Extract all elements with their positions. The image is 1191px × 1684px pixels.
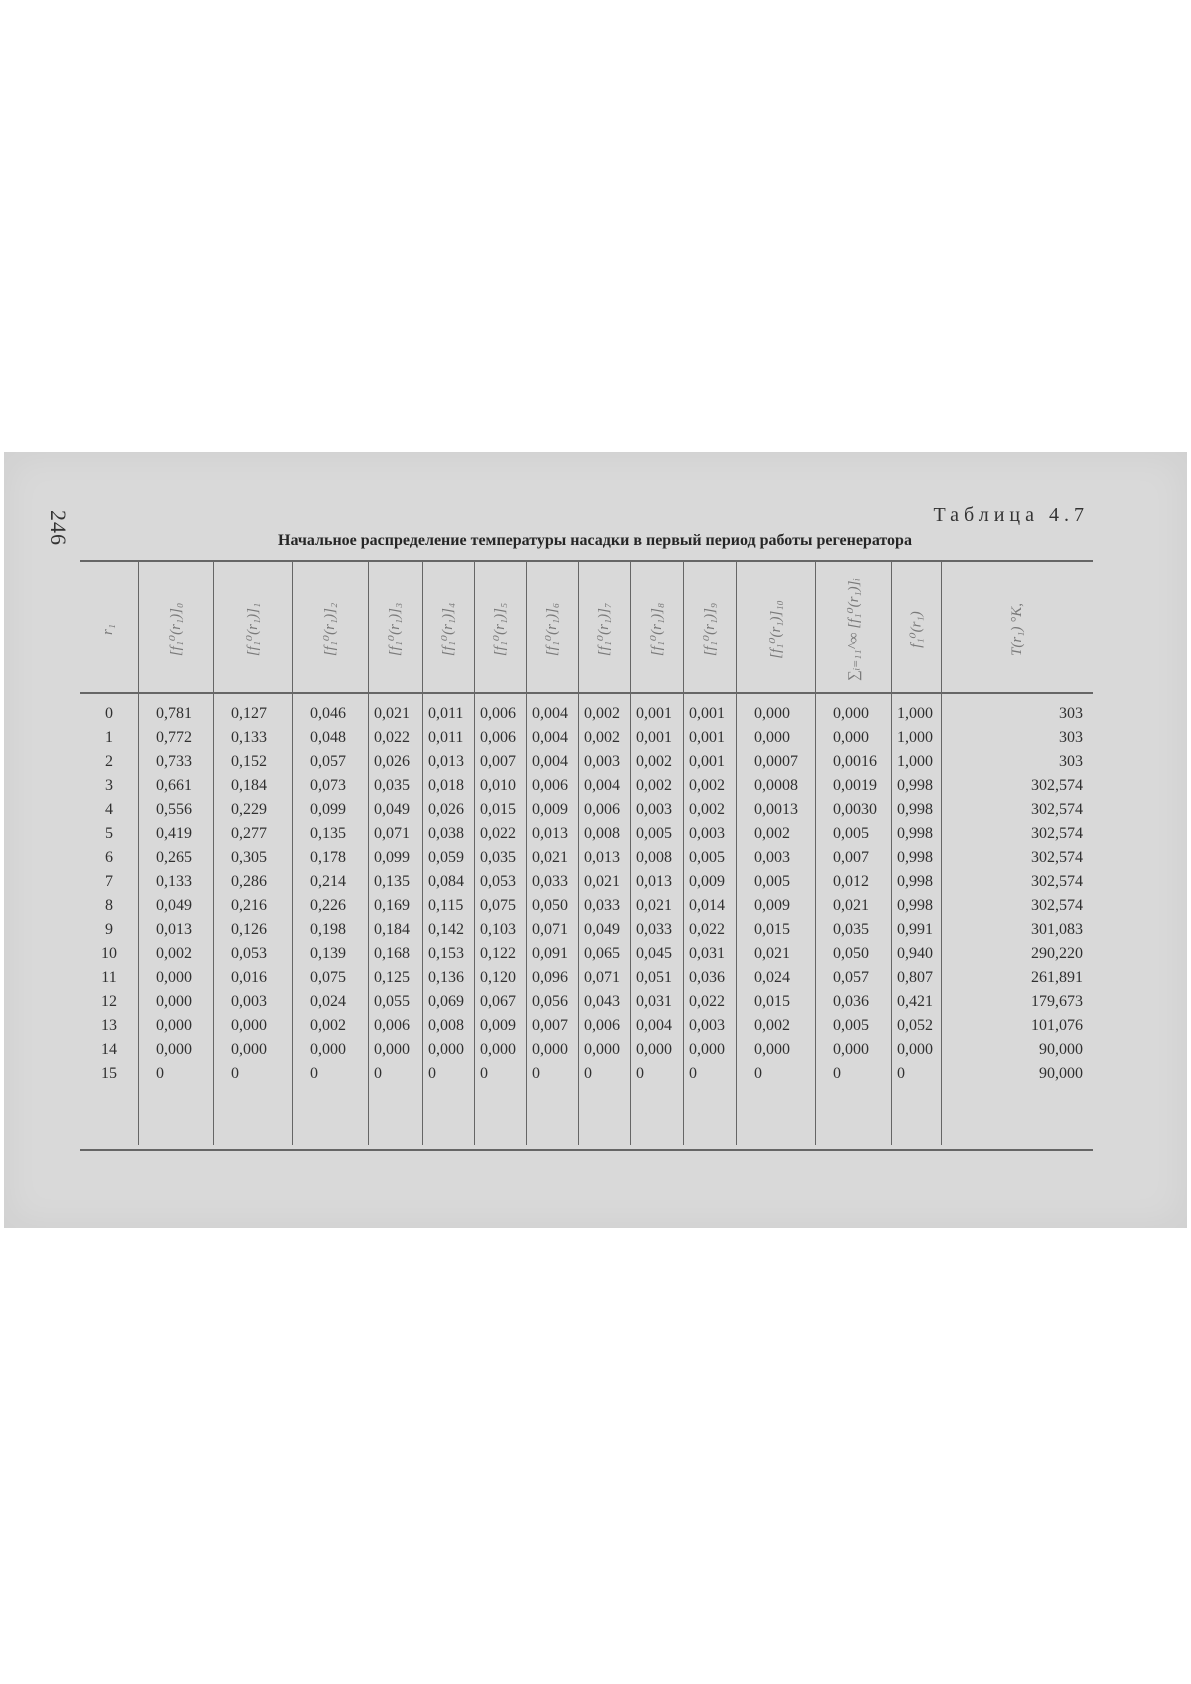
table-cell: 0 — [105, 705, 113, 722]
column-header-label: [f₁⁰(r₁)]₉ — [702, 602, 719, 656]
table-cell: 0,035 — [374, 777, 410, 794]
table-row — [80, 966, 1093, 990]
table-cell: 0,091 — [532, 945, 568, 962]
column-header — [434, 570, 462, 688]
table-cell: 0,013 — [156, 921, 192, 938]
table-cell: 0,033 — [636, 921, 672, 938]
table-cell: 0,008 — [636, 849, 672, 866]
table-cell: 0,133 — [156, 873, 192, 890]
table-cell: 0,033 — [584, 897, 620, 914]
column-header — [538, 570, 566, 688]
table-cell: 0,000 — [754, 729, 790, 746]
table-cell: 15 — [101, 1065, 117, 1082]
table-cell: 0,011 — [428, 729, 464, 746]
table-cell: 0,031 — [636, 993, 672, 1010]
table-cell: 0,009 — [754, 897, 790, 914]
column-header-label: [f₁⁰(r₁)]₁ — [245, 602, 262, 656]
table-cell: 90,000 — [1039, 1041, 1083, 1058]
table-cell: 0,096 — [532, 969, 568, 986]
table-cell: 0,056 — [532, 993, 568, 1010]
table-cell: 8 — [105, 897, 113, 914]
column-header-label: [f₁⁰(r₁)]₈ — [649, 602, 666, 656]
table-cell: 0,216 — [231, 897, 267, 914]
table-cell: 0,006 — [584, 1017, 620, 1034]
table-cell: 0,005 — [689, 849, 725, 866]
table-cell: 0,053 — [231, 945, 267, 962]
table-cell: 0,000 — [754, 1041, 790, 1058]
table-cell: 0,000 — [689, 1041, 725, 1058]
table-cell: 10 — [101, 945, 117, 962]
table-cell: 261,891 — [1031, 969, 1083, 986]
table-cell: 9 — [105, 921, 113, 938]
table-cell: 0,052 — [897, 1017, 933, 1034]
table-row — [80, 1062, 1093, 1086]
table-cell: 302,574 — [1031, 825, 1083, 842]
table-cell: 13 — [101, 1017, 117, 1034]
table-cell: 0,021 — [754, 945, 790, 962]
table-cell: 0,048 — [310, 729, 346, 746]
table-cell: 0,009 — [532, 801, 568, 818]
table-row — [80, 918, 1093, 942]
table-cell: 0,004 — [584, 777, 620, 794]
table-cell: 6 — [105, 849, 113, 866]
table-cell: 0,002 — [754, 1017, 790, 1034]
table-cell: 0,006 — [532, 777, 568, 794]
column-header-label: [f₁⁰(r₁)]₅ — [492, 602, 509, 656]
table-cell: 0,022 — [374, 729, 410, 746]
table-row — [80, 870, 1093, 894]
table-cell: 0,049 — [584, 921, 620, 938]
table-cell: 0,015 — [754, 921, 790, 938]
table-row — [80, 1038, 1093, 1062]
table-cell: 290,220 — [1031, 945, 1083, 962]
table-cell: 0,002 — [689, 777, 725, 794]
table-cell: 0 — [897, 1065, 905, 1082]
table-cell: 0,998 — [897, 801, 933, 818]
table-cell: 0,013 — [636, 873, 672, 890]
table-cell: 0,421 — [897, 993, 933, 1010]
table-cell: 0,998 — [897, 897, 933, 914]
column-header-label: f₁⁰(r₁) — [908, 610, 925, 648]
table-cell: 0,006 — [374, 1017, 410, 1034]
table-cell: 0,168 — [374, 945, 410, 962]
table-cell: 0,007 — [833, 849, 869, 866]
table-cell: 0,005 — [636, 825, 672, 842]
table-cell: 0,011 — [428, 705, 464, 722]
column-header-label: [f₁⁰(r₁)]₂ — [322, 602, 339, 656]
table-cell: 0,142 — [428, 921, 464, 938]
table-cell: 1 — [105, 729, 113, 746]
table-cell: 0,229 — [231, 801, 267, 818]
page-number: 246 — [46, 510, 71, 546]
table-cell: 0,099 — [374, 849, 410, 866]
table-cell: 0,733 — [156, 753, 192, 770]
table-cell: 0,153 — [428, 945, 464, 962]
table-cell: 0,002 — [584, 705, 620, 722]
table-cell: 0,661 — [156, 777, 192, 794]
column-header-label: ∑ᵢ₌₁₁^∞ [f₁⁰(r₁)]ᵢ — [845, 577, 862, 681]
table-cell: 0,265 — [156, 849, 192, 866]
table-cell: 0,005 — [833, 825, 869, 842]
table-cell: 0,002 — [584, 729, 620, 746]
table-cell: 303 — [1059, 753, 1083, 770]
column-header-label: [f₁⁰(r₁)]₁₀ — [768, 599, 785, 659]
table-cell: 0,036 — [833, 993, 869, 1010]
table-cell: 0,013 — [428, 753, 464, 770]
column-header — [839, 570, 867, 688]
table-cell: 0 — [754, 1065, 762, 1082]
table-cell: 0,001 — [689, 753, 725, 770]
table-cell: 0,024 — [754, 969, 790, 986]
column-header-label: [f₁⁰(r₁)]₇ — [596, 602, 613, 656]
table-cell: 0,000 — [231, 1041, 267, 1058]
table-cell: 0,772 — [156, 729, 192, 746]
table-cell: 0,214 — [310, 873, 346, 890]
table-cell: 0,065 — [584, 945, 620, 962]
table-cell: 5 — [105, 825, 113, 842]
table-cell: 0,000 — [584, 1041, 620, 1058]
table-cell: 11 — [101, 969, 117, 986]
table-cell: 101,076 — [1031, 1017, 1083, 1034]
table-cell: 0,001 — [636, 729, 672, 746]
table-cell: 0,000 — [156, 969, 192, 986]
table-cell: 0,169 — [374, 897, 410, 914]
table-cell: 4 — [105, 801, 113, 818]
table-row — [80, 750, 1093, 774]
table-row — [80, 846, 1093, 870]
table-cell: 0,0016 — [833, 753, 877, 770]
table-cell: 0,136 — [428, 969, 464, 986]
table-cell: 0,0030 — [833, 801, 877, 818]
table-cell: 0,127 — [231, 705, 267, 722]
table-cell: 0,005 — [833, 1017, 869, 1034]
table-cell: 0,000 — [156, 1017, 192, 1034]
table-row — [80, 774, 1093, 798]
table-row — [80, 702, 1093, 726]
table-cell: 0,075 — [310, 969, 346, 986]
table-cell: 0,305 — [231, 849, 267, 866]
table-cell: 0,000 — [156, 993, 192, 1010]
column-header-label: T(r₁) °K, — [1008, 602, 1025, 656]
table-cell: 0,226 — [310, 897, 346, 914]
table-cell: 0,004 — [532, 729, 568, 746]
table-cell: 0,050 — [532, 897, 568, 914]
table-label: Таблица 4.7 — [933, 504, 1089, 526]
table-cell: 0,057 — [310, 753, 346, 770]
table-cell: 0,071 — [532, 921, 568, 938]
table-cell: 0,000 — [310, 1041, 346, 1058]
table-cell: 0,021 — [636, 897, 672, 914]
table-cell: 0,033 — [532, 873, 568, 890]
table-cell: 0,006 — [584, 801, 620, 818]
table-cell: 0,015 — [480, 801, 516, 818]
table-cell: 0,000 — [374, 1041, 410, 1058]
table-cell: 0,000 — [428, 1041, 464, 1058]
column-header — [696, 570, 724, 688]
table-cell: 0,022 — [689, 921, 725, 938]
table-cell: 0,013 — [584, 849, 620, 866]
table-cell: 0,0007 — [754, 753, 798, 770]
column-header — [162, 570, 190, 688]
table-cell: 0,103 — [480, 921, 516, 938]
table-cell: 0,021 — [833, 897, 869, 914]
table-cell: 0,004 — [636, 1017, 672, 1034]
table-cell: 0,152 — [231, 753, 267, 770]
table-cell: 0,067 — [480, 993, 516, 1010]
table-cell: 0,009 — [689, 873, 725, 890]
table-cell: 1,000 — [897, 705, 933, 722]
table-cell: 0,013 — [532, 825, 568, 842]
table-cell: 0,012 — [833, 873, 869, 890]
table-cell: 0,026 — [428, 801, 464, 818]
table-cell: 0,000 — [754, 705, 790, 722]
table-cell: 12 — [101, 993, 117, 1010]
table-row — [80, 1014, 1093, 1038]
table-cell: 179,673 — [1031, 993, 1083, 1010]
table-cell: 0,122 — [480, 945, 516, 962]
table-cell: 0,024 — [310, 993, 346, 1010]
table-cell: 302,574 — [1031, 777, 1083, 794]
table-cell: 0,007 — [532, 1017, 568, 1034]
column-header — [762, 570, 790, 688]
table-cell: 0,075 — [480, 897, 516, 914]
table-cell: 0,0008 — [754, 777, 798, 794]
table-cell: 0,099 — [310, 801, 346, 818]
table-cell: 0 — [310, 1065, 318, 1082]
table-cell: 0,022 — [480, 825, 516, 842]
table-cell: 7 — [105, 873, 113, 890]
table-cell: 0,003 — [689, 825, 725, 842]
table-cell: 0,038 — [428, 825, 464, 842]
table-cell: 0,002 — [636, 753, 672, 770]
table-row — [80, 942, 1093, 966]
table-cell: 0,998 — [897, 777, 933, 794]
table-cell: 0,178 — [310, 849, 346, 866]
table-cell: 0,008 — [584, 825, 620, 842]
table-cell: 0,051 — [636, 969, 672, 986]
table-cell: 0,000 — [833, 729, 869, 746]
table-cell: 0 — [833, 1065, 841, 1082]
table-cell: 0,022 — [689, 993, 725, 1010]
table-cell: 2 — [105, 753, 113, 770]
table-cell: 0,000 — [833, 1041, 869, 1058]
table-cell: 0,021 — [584, 873, 620, 890]
table-cell: 0,003 — [689, 1017, 725, 1034]
table-cell: 0,046 — [310, 705, 346, 722]
table-cell: 0,084 — [428, 873, 464, 890]
table-cell: 0,050 — [833, 945, 869, 962]
table-cell: 0,001 — [689, 729, 725, 746]
table-caption: Начальное распределение температуры насадки в первый период работы регенератора — [278, 532, 912, 549]
column-header — [1003, 570, 1031, 688]
column-header — [902, 570, 930, 688]
table-cell: 0,000 — [636, 1041, 672, 1058]
table-cell: 0,135 — [374, 873, 410, 890]
table-cell: 0,286 — [231, 873, 267, 890]
table-cell: 0,135 — [310, 825, 346, 842]
table-cell: 3 — [105, 777, 113, 794]
table-cell: 0,120 — [480, 969, 516, 986]
table-cell: 0,003 — [231, 993, 267, 1010]
table-cell: 0,991 — [897, 921, 933, 938]
table-cell: 0,000 — [156, 1041, 192, 1058]
table-cell: 0,049 — [156, 897, 192, 914]
table-cell: 0,016 — [231, 969, 267, 986]
column-header-label: [f₁⁰(r₁)]₄ — [440, 602, 457, 656]
column-header-label: [f₁⁰(r₁)]₃ — [387, 602, 404, 656]
table-cell: 0 — [636, 1065, 644, 1082]
table-cell: 0,069 — [428, 993, 464, 1010]
table-cell: 0,043 — [584, 993, 620, 1010]
table-cell: 0,940 — [897, 945, 933, 962]
column-header — [95, 570, 123, 688]
table-cell: 0,053 — [480, 873, 516, 890]
table-cell: 0,014 — [689, 897, 725, 914]
table-cell: 0,998 — [897, 873, 933, 890]
table-cell: 0,000 — [532, 1041, 568, 1058]
table-cell: 302,574 — [1031, 897, 1083, 914]
table-cell: 0,004 — [532, 705, 568, 722]
column-header — [239, 570, 267, 688]
table-cell: 0,004 — [532, 753, 568, 770]
table-cell: 0,126 — [231, 921, 267, 938]
table-cell: 0,036 — [689, 969, 725, 986]
table-cell: 0,059 — [428, 849, 464, 866]
column-header-label: [f₁⁰(r₁)]₆ — [544, 602, 561, 656]
table-cell: 0,021 — [532, 849, 568, 866]
table-cell: 0,419 — [156, 825, 192, 842]
table-cell: 0 — [532, 1065, 540, 1082]
table-cell: 0,035 — [833, 921, 869, 938]
table-row — [80, 990, 1093, 1014]
table-cell: 0,007 — [480, 753, 516, 770]
table-cell: 302,574 — [1031, 849, 1083, 866]
table-row — [80, 726, 1093, 750]
table-cell: 0 — [156, 1065, 164, 1082]
table-cell: 0 — [231, 1065, 239, 1082]
table-cell: 0,009 — [480, 1017, 516, 1034]
table-cell: 1,000 — [897, 753, 933, 770]
table-cell: 0,125 — [374, 969, 410, 986]
table-cell: 0,184 — [231, 777, 267, 794]
table-row — [80, 894, 1093, 918]
table-cell: 0 — [428, 1065, 436, 1082]
table-cell: 0,002 — [156, 945, 192, 962]
table-cell: 302,574 — [1031, 801, 1083, 818]
table-cell: 0,000 — [833, 705, 869, 722]
table-cell: 0,055 — [374, 993, 410, 1010]
table-cell: 303 — [1059, 729, 1083, 746]
data-table — [80, 560, 1093, 1151]
table-cell: 301,083 — [1031, 921, 1083, 938]
table-cell: 0,003 — [584, 753, 620, 770]
table-cell: 0,002 — [310, 1017, 346, 1034]
table-cell: 0,0019 — [833, 777, 877, 794]
table-cell: 90,000 — [1039, 1065, 1083, 1082]
table-cell: 0,008 — [428, 1017, 464, 1034]
table-cell: 0,073 — [310, 777, 346, 794]
table-cell: 0,015 — [754, 993, 790, 1010]
table-cell: 0 — [480, 1065, 488, 1082]
table-cell: 0,198 — [310, 921, 346, 938]
table-cell: 0,001 — [636, 705, 672, 722]
table-cell: 0,002 — [754, 825, 790, 842]
column-header — [316, 570, 344, 688]
table-cell: 0,045 — [636, 945, 672, 962]
table-cell: 0,049 — [374, 801, 410, 818]
column-header-label: [f₁⁰(r₁)]₀ — [168, 602, 185, 656]
table-cell: 0,021 — [374, 705, 410, 722]
table-cell: 0 — [374, 1065, 382, 1082]
column-header — [486, 570, 514, 688]
table-cell: 0,001 — [689, 705, 725, 722]
table-cell: 0,003 — [636, 801, 672, 818]
table-cell: 0,000 — [897, 1041, 933, 1058]
table-cell: 0,781 — [156, 705, 192, 722]
table-cell: 1,000 — [897, 729, 933, 746]
table-cell: 0,0013 — [754, 801, 798, 818]
column-header-label: r₁ — [100, 623, 117, 635]
table-cell: 0,003 — [754, 849, 790, 866]
table-cell: 0,071 — [584, 969, 620, 986]
table-cell: 0,139 — [310, 945, 346, 962]
table-cell: 0,133 — [231, 729, 267, 746]
table-cell: 0,998 — [897, 849, 933, 866]
table-cell: 0,115 — [428, 897, 464, 914]
table-cell: 0,006 — [480, 729, 516, 746]
column-header — [643, 570, 671, 688]
table-cell: 0,010 — [480, 777, 516, 794]
table-cell: 302,574 — [1031, 873, 1083, 890]
table-cell: 0,998 — [897, 825, 933, 842]
table-cell: 0,057 — [833, 969, 869, 986]
column-header — [590, 570, 618, 688]
table-row — [80, 822, 1093, 846]
table-cell: 0,018 — [428, 777, 464, 794]
table-cell: 0 — [584, 1065, 592, 1082]
table-cell: 0,005 — [754, 873, 790, 890]
table-cell: 0,002 — [689, 801, 725, 818]
table-cell: 0,006 — [480, 705, 516, 722]
table-cell: 0,807 — [897, 969, 933, 986]
table-cell: 0,026 — [374, 753, 410, 770]
table-cell: 0,035 — [480, 849, 516, 866]
column-header — [381, 570, 409, 688]
table-cell: 0,000 — [231, 1017, 267, 1034]
table-cell: 303 — [1059, 705, 1083, 722]
table-cell: 0,002 — [636, 777, 672, 794]
table-cell: 0,000 — [480, 1041, 516, 1058]
table-cell: 14 — [101, 1041, 117, 1058]
table-cell: 0,071 — [374, 825, 410, 842]
table-cell: 0,556 — [156, 801, 192, 818]
table-cell: 0 — [689, 1065, 697, 1082]
table-row — [80, 798, 1093, 822]
table-cell: 0,277 — [231, 825, 267, 842]
table-cell: 0,184 — [374, 921, 410, 938]
table-cell: 0,031 — [689, 945, 725, 962]
